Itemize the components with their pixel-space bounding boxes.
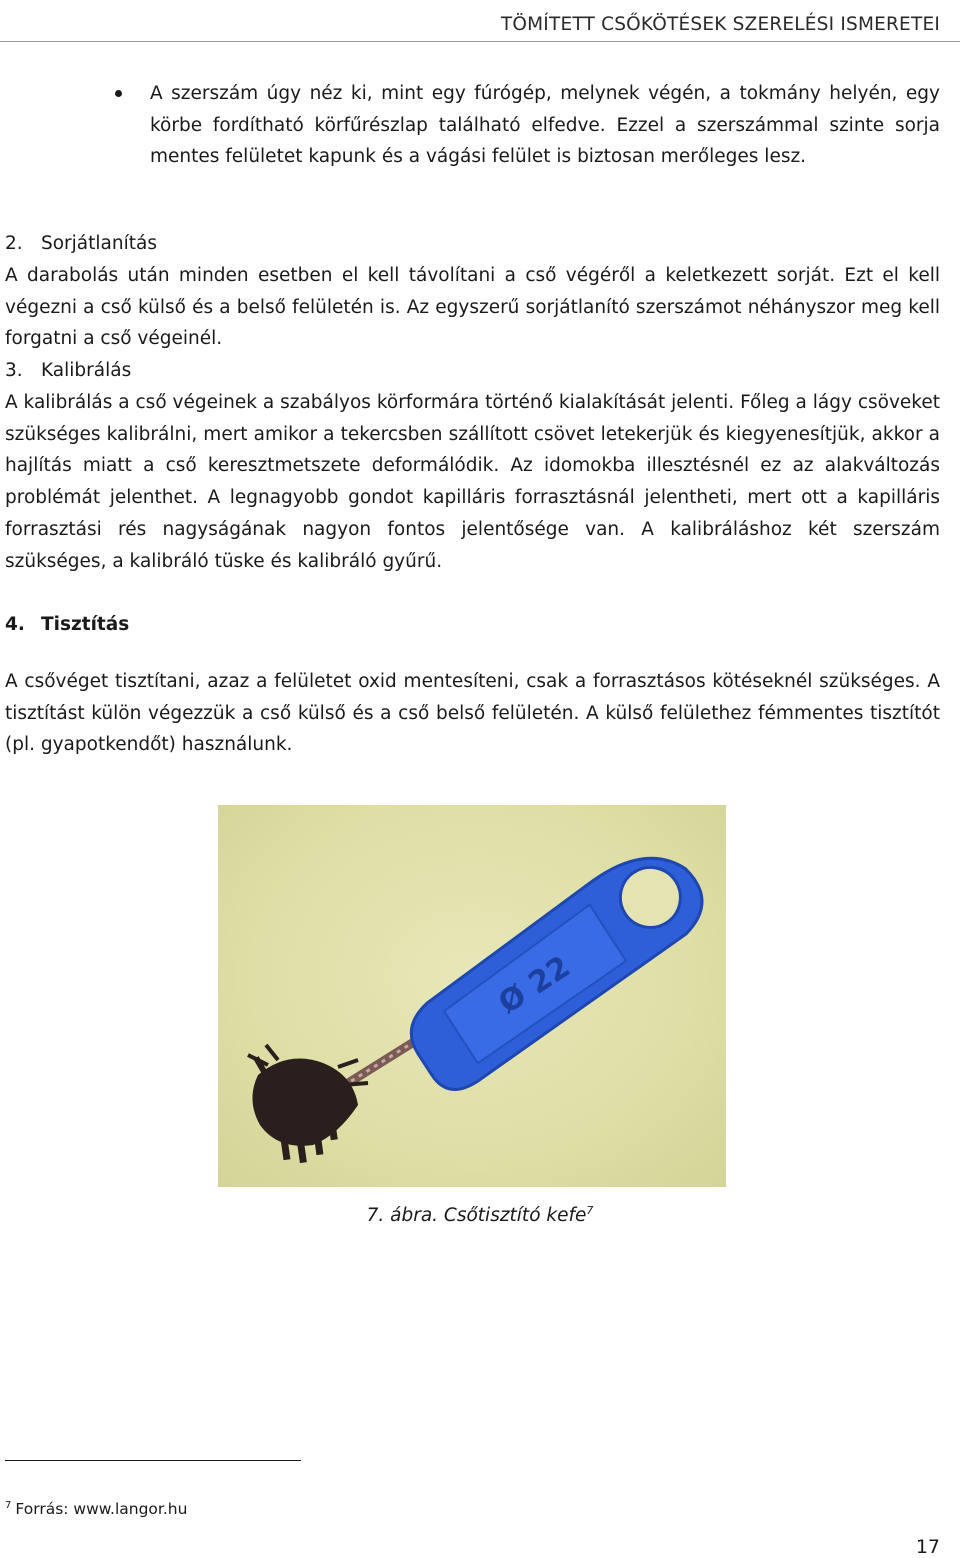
section-heading-kalibralas — [5, 355, 131, 387]
footnote — [5, 1500, 187, 1518]
footnote-ref: 7 — [586, 1204, 594, 1217]
footnote-text: Forrás: www.langor.hu — [15, 1500, 188, 1519]
section-body-sorjatlanitas: A darabolás után minden esetben el kell távolítani a cső végéről a keletkezett sorját. Ezt el kell végezni a cső külső és a belső felületén is. Az egyszerű sorjátlanító szerszámot néhányszor meg kell forgatni a cső végeinél. — [5, 265, 940, 350]
section-number: 4. — [5, 614, 25, 635]
section-heading-tisztitas — [5, 609, 129, 641]
brush-handle — [391, 834, 723, 1100]
section-heading-sorjatlanitas — [5, 228, 157, 260]
section-number: 3. — [5, 360, 23, 381]
brush-bristles — [248, 1045, 368, 1163]
figure-caption: 7. ábra. Csőtisztító kefe$^7$ — [366, 1204, 594, 1227]
page-number: 17 — [915, 1536, 940, 1558]
footnote-marker: 7 — [5, 1500, 12, 1511]
bullet-dot — [115, 90, 122, 97]
bullet-item: A szerszám úgy néz ki, mint egy fúrógép, melynek végén, a tokmány helyén, egy körbe fordítható körfűrészlap található elfedve. Ezzel a szerszámmal szinte sorja mentes felületet kapunk és a vágási felület is biztosan merőleges lesz. — [150, 83, 940, 168]
section-title: Tisztítás — [41, 614, 130, 635]
figure-pipe-brush — [218, 805, 726, 1187]
section-title: Kalibrálás — [41, 360, 132, 381]
section-number: 2. — [5, 233, 23, 254]
page-header: TÖMÍTETT CSŐKÖTÉSEK SZERELÉSI ISMERETEI — [500, 14, 940, 35]
handle-marking: Ø 22 — [492, 949, 577, 1022]
header-rule — [0, 41, 960, 42]
pipe-brush-illustration — [218, 805, 726, 1187]
footnote-rule — [5, 1460, 301, 1461]
section-body-tisztitas: A csővéget tisztítani, azaz a felületet oxid mentesíteni, csak a forrasztásos kötéseknél szükséges. A tisztítást külön végezzük a cső külső és a cső belső felületén. A külső felülethez fémmentes tisztítót (pl. gyapotkendőt) használunk. — [5, 671, 940, 756]
section-body-kalibralas: A kalibrálás a cső végeinek a szabályos körformára történő kialakítását jelenti. Főleg a lágy csöveket szükséges kalibrálni, mert amikor a tekercsben szállított csövet letekerjük és kiegyenesítjük, akkor a hajlítás miatt a cső keresztmetszete deformálódik. Az idomokba illesztésnél ez az alakváltozás problémát jelenthet. A legnagyobb gondot kapilláris forrasztásnál jelentheti, mert ott a kapilláris forrasztási rés nagyságának nagyon fontos jelentősége van. A kalibráláshoz két szerszám szükséges, a kalibráló tüske és kalibráló gyűrű. — [5, 392, 940, 572]
section-title: Sorjátlanítás — [41, 233, 157, 254]
